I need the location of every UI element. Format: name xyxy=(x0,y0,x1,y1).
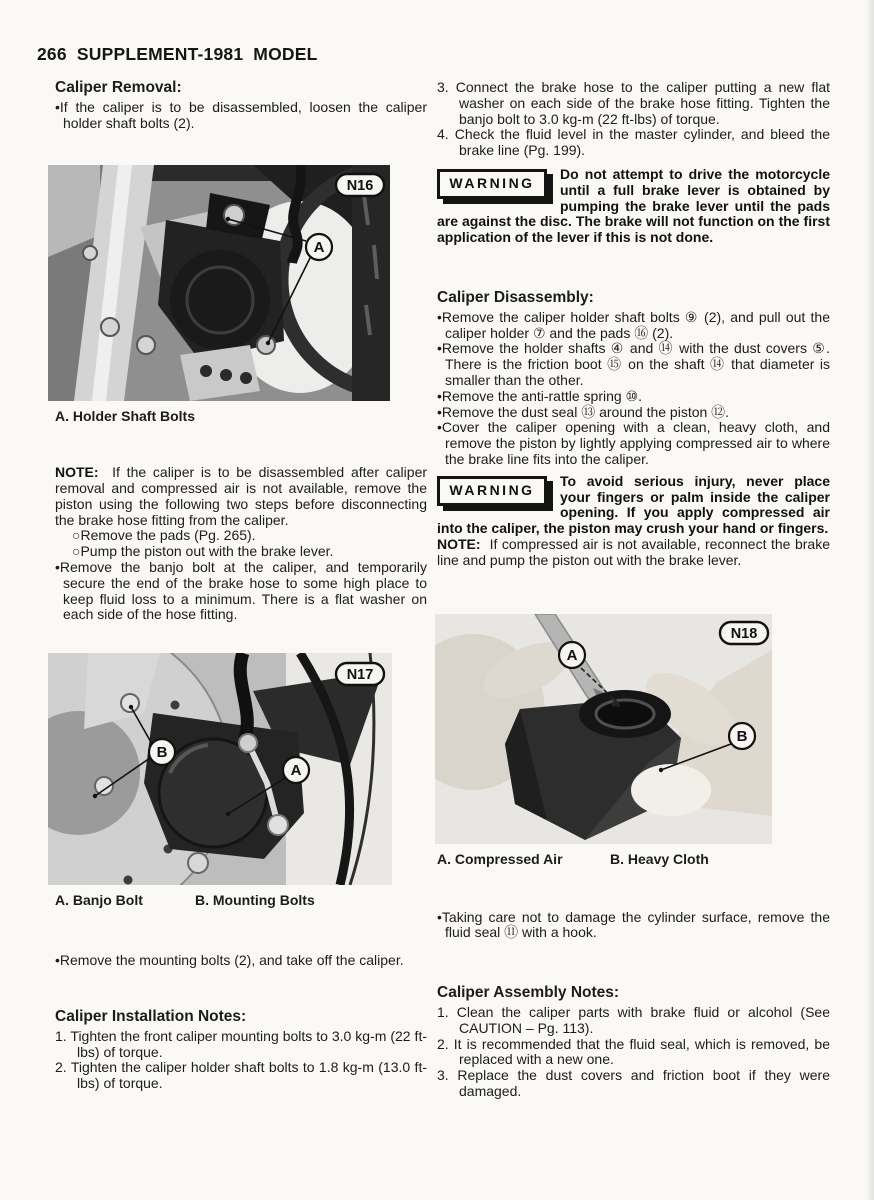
note-substep-1: ○Remove the pads (Pg. 265). xyxy=(72,527,256,544)
bullet-marker: • xyxy=(55,98,60,115)
note-label: NOTE: xyxy=(55,464,99,481)
note-paragraph: NOTE: If the caliper is to be disassembled after caliper removal and compressed air is not available, remove the piston using the following two steps before disconnecting the brake hose fitting from the caliper. xyxy=(55,464,428,528)
svg-text:A: A xyxy=(290,762,302,780)
n18-label-b xyxy=(729,723,755,749)
n18-label-a xyxy=(559,642,585,668)
warning-box: WARNING xyxy=(437,169,547,199)
note-substep-2: ○Pump the piston out with the brake lever. xyxy=(72,543,334,560)
circle-marker: ○ xyxy=(72,543,81,560)
n17-captions xyxy=(55,893,427,911)
installation-notes-heading: Caliper Installation Notes: xyxy=(55,1007,247,1025)
assembly-item-3: 3. Replace the dust covers and friction boot if they were damaged. xyxy=(437,1067,830,1099)
disassembly-bullet-5: •Cover the caliper opening with a clean, heavy cloth, and remove the piston by lightly applying compressed air to where the brake line fits into the caliper. xyxy=(437,419,830,467)
step-4: 4. Check the fluid level in the master cylinder, and bleed the brake line (Pg. 199). xyxy=(437,126,830,159)
svg-text:A: A xyxy=(566,646,578,664)
disassembly-bullet-4: •Remove the dust seal ⑬ around the piston ⑫. xyxy=(437,403,730,420)
n18-caption-a: A. Compressed Air xyxy=(437,850,563,867)
mounting-bullet: •Remove the mounting bolts (2), and take off the caliper. xyxy=(55,952,404,969)
bullet-marker: • xyxy=(55,952,60,969)
warning-block-2 xyxy=(437,474,830,537)
n16-badge xyxy=(336,174,384,196)
install-item-1: 1. Tighten the front caliper mounting bolts to 3.0 kg-m (22 ft-lbs) of torque. xyxy=(55,1027,427,1060)
disassembly-bullet-1: •Remove the caliper holder shaft bolts ⑨ (2), and pull out the caliper holder ⑦ and the pads ⑯ (2). xyxy=(437,308,830,341)
n18-caption-b: B. Heavy Cloth xyxy=(610,850,709,867)
warning-text-1: Do not attempt to drive the motorcycle until a full brake lever is obtained by pumping the brake lever until the pads are against the disc. The brake will not function on the first application of the lever if this is not done. xyxy=(437,165,830,246)
svg-text:B: B xyxy=(156,744,168,762)
figure-n17-photo xyxy=(48,653,392,885)
assembly-notes-heading: Caliper Assembly Notes: xyxy=(437,984,620,1002)
bullet-marker: • xyxy=(437,419,442,436)
n17-caption-b: B. Mounting Bolts xyxy=(195,892,315,909)
disassembly-bullet-3: •Remove the anti-rattle spring ⑩. xyxy=(437,387,642,404)
svg-text:N16: N16 xyxy=(346,178,374,195)
svg-text:A: A xyxy=(313,239,325,257)
bullet-marker: • xyxy=(437,403,442,420)
note-paragraph-2: NOTE: If compressed air is not available, reconnect the brake line and pump the piston out with the brake lever. xyxy=(437,535,830,568)
assembly-item-1: 1. Clean the caliper parts with brake fluid or alcohol (See CAUTION – Pg. 113). xyxy=(437,1003,830,1036)
figure-n16-photo xyxy=(48,165,390,401)
caliper-removal-heading: Caliper Removal: xyxy=(55,79,182,96)
step-3: 3. Connect the brake hose to the caliper putting a new flat washer on each side of the brake hose fitting. Tighten the banjo bolt to 3.0 kg-m (22 ft-lbs) of torque. xyxy=(437,79,830,127)
warning-box: WARNING xyxy=(437,476,547,506)
page-header: 266 SUPPLEMENT-1981 MODEL xyxy=(37,44,318,64)
bullet-marker: • xyxy=(55,558,60,575)
svg-text:B: B xyxy=(736,727,748,745)
install-item-2: 2. Tighten the caliper holder shaft bolts to 1.8 kg-m (13.0 ft-lbs) of torque. xyxy=(55,1059,428,1092)
n17-label-b xyxy=(149,739,175,765)
n17-caption-a: A. Banjo Bolt xyxy=(55,892,143,909)
banjo-bullet: •Remove the banjo bolt at the caliper, and temporarily secure the end of the brake hose to some high place to keep fluid loss to a minimum. There is a flat washer on each side of the hose fitting. xyxy=(55,558,427,623)
warning-block-1 xyxy=(437,167,830,246)
disassembly-heading: Caliper Disassembly: xyxy=(437,288,594,306)
bullet-marker: • xyxy=(437,340,442,357)
n16-caption: A. Holder Shaft Bolts xyxy=(55,408,196,425)
n16-label-a xyxy=(306,234,332,260)
figure-n18-photo xyxy=(435,614,772,844)
left-column xyxy=(55,80,427,1092)
n18-captions xyxy=(437,852,830,870)
warning-text-2: To avoid serious injury, never place your fingers or palm inside the caliper opening. If you apply compressed air into the caliper, the piston may crush your hand or fingers. xyxy=(437,472,830,537)
svg-text:N17: N17 xyxy=(346,667,374,684)
circle-marker: ○ xyxy=(72,527,81,544)
right-column xyxy=(437,80,830,1100)
removal-bullet: •If the caliper is to be disassembled, loosen the caliper holder shaft bolts (2). xyxy=(55,98,427,131)
n17-badge xyxy=(336,663,384,685)
bullet-marker: • xyxy=(437,908,442,925)
bullet-marker: • xyxy=(437,387,442,404)
bullet-marker: • xyxy=(437,308,442,325)
note-label: NOTE: xyxy=(437,535,481,552)
svg-text:N18: N18 xyxy=(730,625,758,642)
disassembly-bullet-2: •Remove the holder shafts ④ and ⑭ with the dust covers ⑤. There is the friction boot ⑮ on the shaft ⑭ that diameter is smaller than the other. xyxy=(437,340,830,388)
n18-badge xyxy=(720,622,768,644)
n17-label-a xyxy=(283,757,309,783)
fluid-seal-bullet: •Taking care not to damage the cylinder surface, remove the fluid seal ⑪ with a hook. xyxy=(437,908,830,941)
assembly-item-2: 2. It is recommended that the fluid seal, which is removed, be replaced with a new one. xyxy=(437,1035,830,1068)
